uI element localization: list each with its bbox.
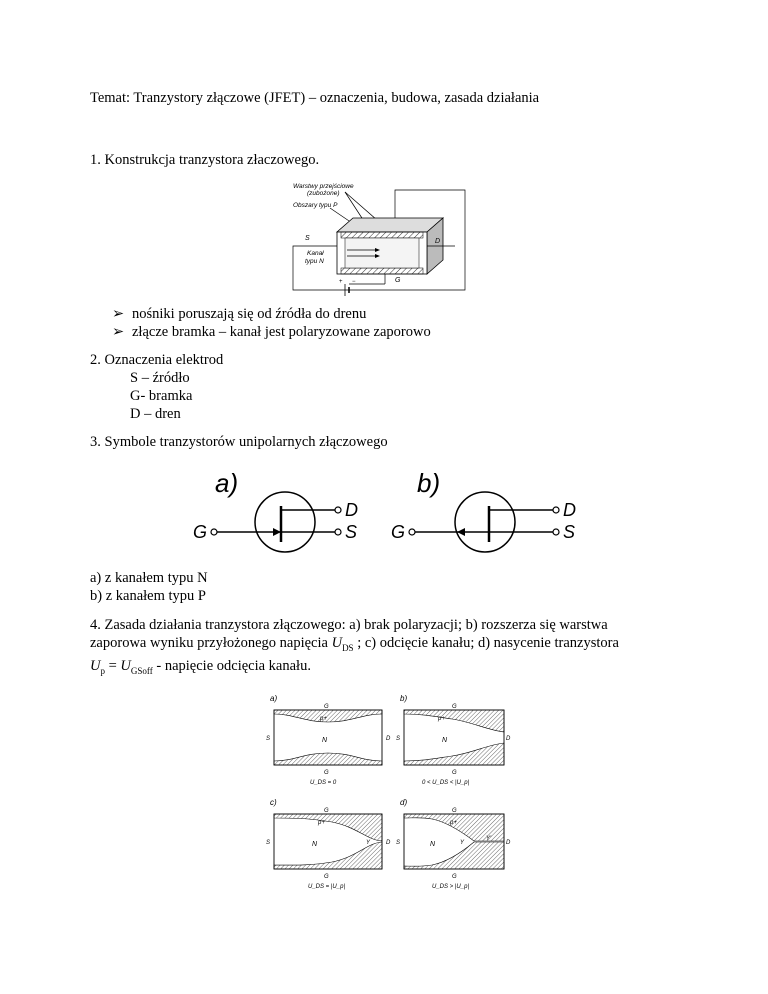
panel-a [266, 694, 391, 786]
svg-text:b): b) [400, 694, 408, 703]
electrode-g: G- bramka [130, 388, 193, 404]
svg-text:D: D [506, 840, 511, 846]
bullet-1: ➢ nośniki poruszają się od źródła do drenu [112, 306, 367, 322]
symbol-b-s: S [563, 522, 576, 542]
svg-text:c): c) [270, 798, 277, 807]
jfet-symbols-figure [185, 462, 605, 562]
section-1-heading: 1. Konstrukcja tranzystora złaczowego. [90, 152, 320, 168]
symbol-b-g: G [391, 522, 406, 542]
bullet-2: ➢ złącze bramka – kanał jest polaryzowane zaporowo [112, 324, 431, 340]
svg-text:0 < U_DS < |U_p|: 0 < U_DS < |U_p| [422, 780, 470, 786]
label-depletion: Warstwy przejściowe [293, 183, 354, 190]
svg-text:N: N [430, 841, 436, 848]
svg-text:U_DS = 0: U_DS = 0 [310, 780, 337, 786]
label-minus: − [352, 279, 356, 285]
svg-text:G: G [452, 704, 457, 710]
symbol-a-tag: a) [215, 468, 239, 498]
caption-a: a) z kanałem typu N [90, 570, 208, 586]
svg-text:p+: p+ [450, 820, 457, 826]
arrow-bullet-icon: ➢ [112, 324, 125, 340]
panel-c [266, 798, 391, 890]
electrode-s: S – źródło [130, 370, 190, 386]
label-channel-1: Kanał [307, 250, 324, 257]
section-4-line-3: $U_p = U_{GSoff}$ - napięcie odcięcia kanału. [90, 657, 311, 676]
symbol-p-channel [391, 468, 576, 552]
electrode-d: D – dren [130, 406, 181, 422]
svg-text:D: D [386, 736, 391, 742]
panel-b [396, 694, 511, 786]
svg-text:N: N [442, 737, 448, 744]
section-4-line-2: zaporowa wyniku przyłożonego napięcia $U_{DS}$ ; c) odcięcie kanału; d) nasycenie tranzystora [90, 635, 619, 653]
svg-text:N: N [312, 841, 318, 848]
svg-text:U_DS = |U_p|: U_DS = |U_p| [308, 884, 345, 890]
svg-text:p+: p+ [438, 716, 445, 722]
svg-text:N: N [322, 737, 328, 744]
label-depletion-2: (zubożone) [307, 190, 340, 197]
section-2-heading: 2. Oznaczenia elektrod [90, 352, 224, 368]
svg-text:S: S [266, 736, 271, 742]
svg-text:d): d) [400, 798, 408, 807]
label-g: G [395, 277, 401, 284]
svg-text:G: G [452, 874, 457, 880]
svg-text:S: S [396, 840, 401, 846]
label-plus: + [339, 279, 343, 285]
symbol-b-d: D [563, 500, 576, 520]
symbol-b-tag: b) [417, 468, 441, 498]
symbol-n-channel [193, 468, 358, 552]
arrow-bullet-icon: ➢ [112, 306, 125, 322]
label-channel-2: typu N [305, 258, 324, 265]
svg-text:G: G [324, 704, 329, 710]
svg-text:S: S [266, 840, 271, 846]
svg-text:D: D [506, 736, 511, 742]
section-4-text [90, 616, 688, 680]
svg-text:G: G [324, 770, 329, 776]
svg-text:G: G [452, 808, 457, 814]
section-3-heading: 3. Symbole tranzystorów unipolarnych złączowego [90, 434, 388, 450]
svg-text:G: G [324, 808, 329, 814]
svg-text:Y: Y [366, 840, 371, 846]
svg-text:Y': Y' [486, 836, 492, 842]
section-4-line-1: 4. Zasada działania tranzystora złączowego: a) brak polaryzacji; b) rozszerza się warstwa [90, 617, 608, 633]
svg-text:G: G [452, 770, 457, 776]
jfet-construction-figure [285, 180, 485, 300]
svg-text:S: S [396, 736, 401, 742]
panel-d [396, 798, 511, 890]
caption-b: b) z kanałem typu P [90, 588, 206, 604]
svg-text:D: D [386, 840, 391, 846]
label-p-regions: Obszary typu P [293, 202, 338, 209]
symbol-a-s: S [345, 522, 358, 542]
label-d: D [435, 238, 441, 245]
svg-text:p+: p+ [320, 716, 327, 722]
symbol-a-d: D [345, 500, 358, 520]
svg-text:Y: Y [460, 840, 465, 846]
symbol-a-g: G [193, 522, 208, 542]
svg-text:U_DS > |U_p|: U_DS > |U_p| [432, 884, 469, 890]
svg-text:a): a) [270, 694, 278, 703]
svg-text:G: G [324, 874, 329, 880]
label-s: S [305, 235, 310, 242]
svg-text:p+: p+ [318, 820, 325, 826]
jfet-operation-figure [262, 692, 512, 892]
page-title: Temat: Tranzystory złączowe (JFET) – oznaczenia, budowa, zasada działania [90, 90, 540, 106]
